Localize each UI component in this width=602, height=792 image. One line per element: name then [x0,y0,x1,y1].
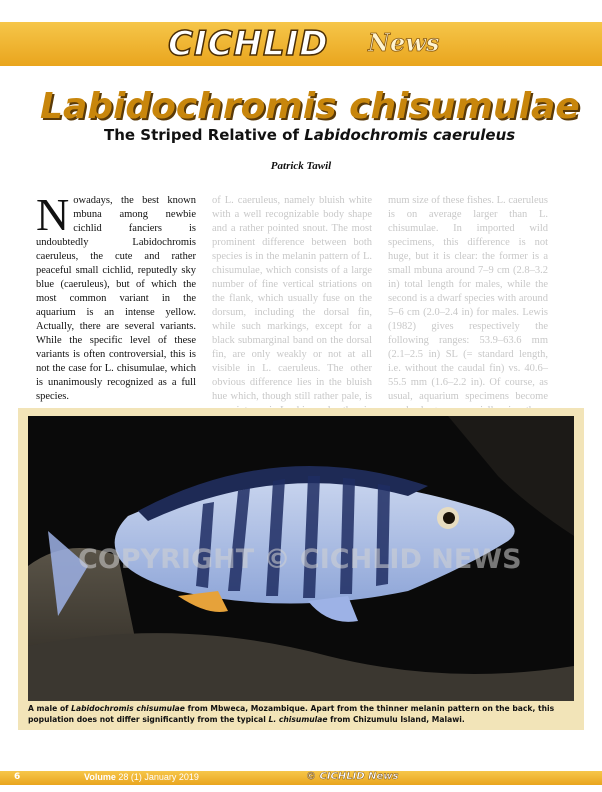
intro-paragraph: owadays, the best known mbuna among newbie cichlid fanciers is undoubtedly Labidochromis caeruleus, the cute and rather peaceful small cichlid, reputedly sky blue (caeruleus), but of which the most common variant in the aquarium is an intense yellow. Actually, there are several variants. While the specific level of these variants is often controversial, this is not the case for L. chisumulae, which is unanimously recognized as a full species. [36,195,196,402]
page-footer [0,771,602,785]
photo-caption [28,703,576,725]
volume-label: Volume [84,772,116,782]
masthead-logo: CICHLID [168,24,329,64]
caption-text: from Chizumulu Island, Malawi. [327,715,465,724]
subtitle-species: Labidochromis caeruleus [304,126,516,144]
caption-species: L. chisumulae [268,715,328,724]
caption-text: A male of [28,704,72,713]
page-number: 6 [14,772,21,782]
article-author: Patrick Tawil [270,160,332,172]
masthead-logo-suffix: News [368,28,440,57]
subtitle-prefix: The Striped Relative of [104,126,305,144]
text-column-2: of L. caeruleus, namely bluish white with a well recognizable body shape and a rather pointed snout. The most prominent difference between both species is in the melanin pattern of L. chisumulae, which consists of a large number of fine vertical striations on the flank, which usually fuse on the dorsum, including the dorsal fin, while such markings, except for a black submarginal band on the dorsal fin, are only weakly or not at all visible in L. caeruleus. The other obvious difference lies in the bluish hue which, though still rather pale, is [212,195,372,402]
article-title: Labidochromis chisumulae [40,86,580,127]
article-subtitle [104,126,564,144]
drop-cap: N [36,189,70,240]
fish-photo [28,416,574,701]
photo-frame [18,408,584,730]
issue-date: 28 (1) January 2019 [118,772,199,782]
masthead-banner [0,22,602,66]
copyright-watermark: COPYRIGHT © CICHLID NEWS [78,544,522,575]
caption-species: Labidochromis chisumulae [71,704,185,713]
issue-info [84,772,199,782]
caption-text: from Mbweca, Mozambique. Apart from the thinner melanin pattern on the back, this population does not differ significantly from the typical [28,704,555,724]
footer-logo: © CICHLID News [306,771,399,782]
text-column-3: mum size of these fishes. L. caeruleus is on average larger than L. chisumulae. In imported wild specimens, this difference is not huge, but it is clear: the former is a small mbuna around 7–9 cm (2.8–3.2 in) total length for males, while the second is a dwarf species with around 5–6 cm (2.0–2.4 in) for males. Lewis (1982) gives respectively the following ranges: 53.9–63.6 mm (2.1–2.5 in) SL (= standard length, i.e. without the caudal fin) vs. 40.6–55.5 mm (1.6–2.2 in). Of course, as usual, aquarium specimens become [388,195,548,402]
